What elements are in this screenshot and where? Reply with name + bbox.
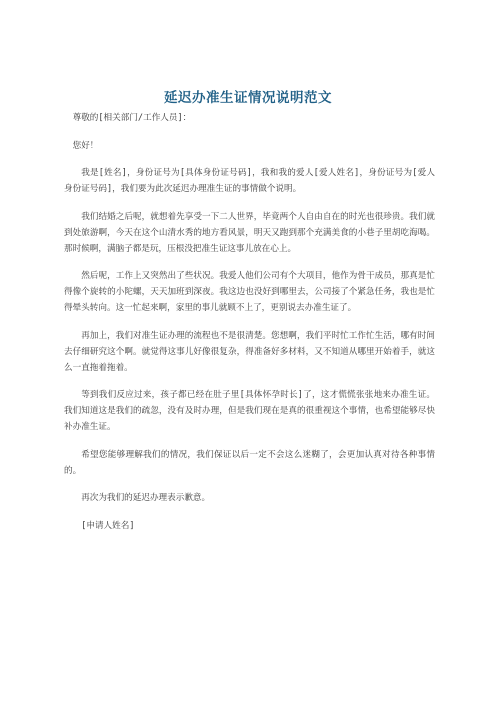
paragraph-hope: 希望您能够理解我们的情况，我们保证以后一定不会这么迷糊了，会更加认真对待各种事情的。	[64, 449, 435, 476]
paragraph-identity: 我是[姓名]，身份证号为[具体身份证号码]，我和我的爱人[爱人姓名]，身份证号为[爱人身份证号码]，我们要为此次延迟办理准生证的事情做个说明。	[64, 168, 435, 194]
document-title: 延迟办准生证情况说明范文	[164, 90, 332, 106]
paragraph-marriage: 我们结婚之后呢，就想着先享受一下二人世界，毕竟两个人自由自在的时光也很珍贵。我们就到处旅游啊，今天在这个山清水秀的地方看风景，明天又跑到那个充满美食的小巷子里胡吃海喝。那时候啊，满脑子都是玩，压根没把准生证这事儿放在心上。	[64, 211, 435, 254]
paragraph-realization: 等到我们反应过来，孩子都已经在肚子里[具体怀孕时长]了，这才慌慌张张地来办准生证。我们知道这是我们的疏忽，没有及时办理，但是我们现在是真的很重视这个事情，也希望能够尽快补办准生证。	[64, 390, 435, 432]
document-body	[64, 110, 435, 545]
signature: [申请人姓名]	[81, 520, 135, 531]
paragraph-work: 然后呢，工作上又突然出了些状况。我爱人他们公司有个大项目，他作为骨干成员，那真是忙得像个旋转的小陀螺，天天加班到深夜。我这边也没好到哪里去，公司接了个紧急任务，我也是忙得晕头转向。这一忙起来啊，家里的事儿就顾不上了，更别说去办准生证了。	[64, 271, 435, 313]
paragraph-apology: 再次为我们的延迟办理表示歉意。	[81, 493, 211, 503]
salutation: 尊敬的[相关部门/工作人员]：	[72, 113, 192, 123]
greeting: 您好！	[72, 140, 99, 151]
paragraph-process: 再加上，我们对准生证办理的流程也不是很清楚。您想啊，我们平时忙工作忙生活，哪有时间去仔细研究这个啊。就觉得这事儿好像很复杂，得准备好多材料，又不知道从哪里开始着手，就这么一直拖着拖着。	[64, 330, 435, 373]
